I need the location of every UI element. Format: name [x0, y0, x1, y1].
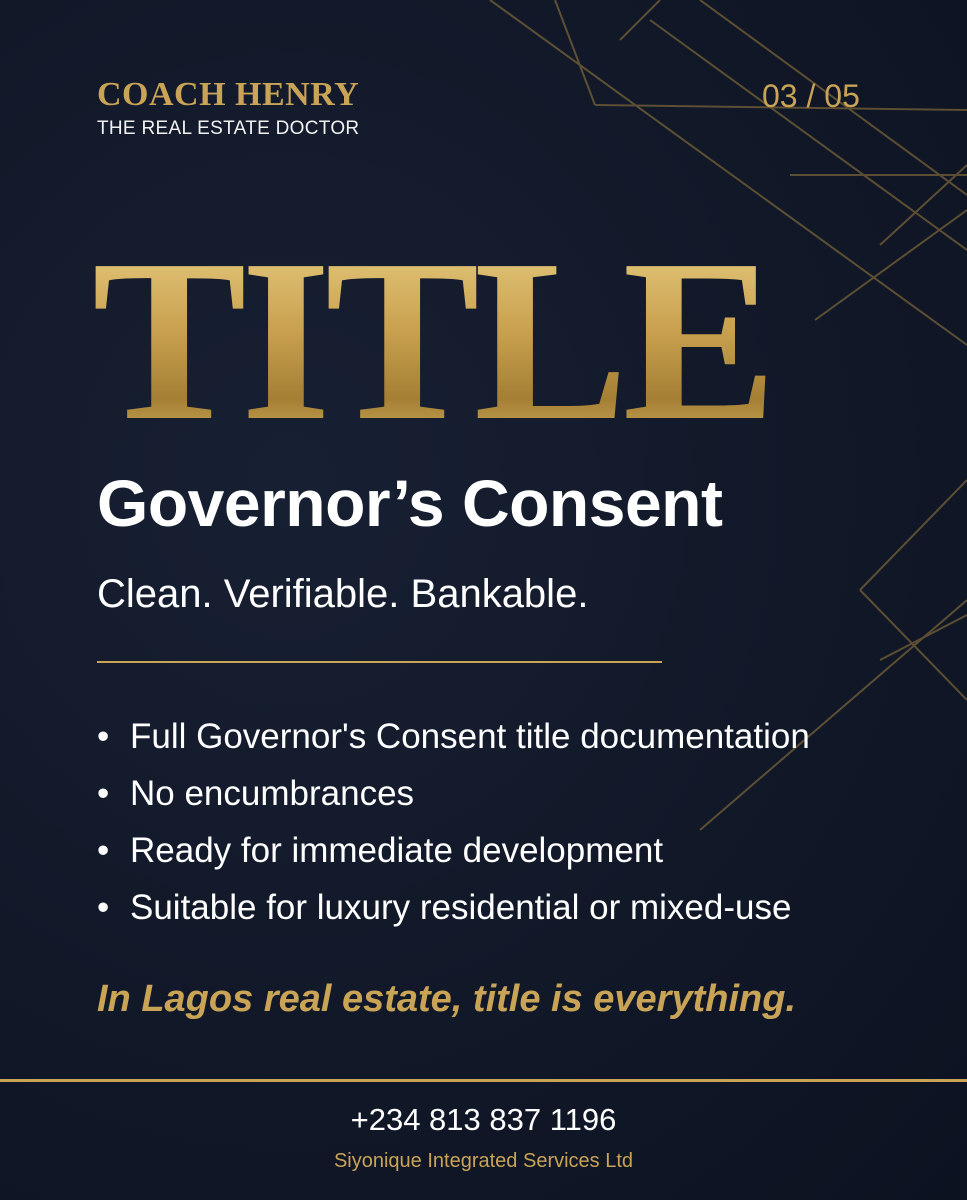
slogan: In Lagos real estate, title is everything. [97, 978, 797, 1020]
page-indicator: 03 / 05 [762, 78, 860, 114]
feature-item [97, 822, 810, 879]
section-divider [97, 661, 662, 663]
bullet-icon: • [97, 831, 110, 870]
brand-name: COACH HENRY [97, 76, 360, 113]
feature-text: No encumbrances [130, 774, 415, 813]
company-name: Siyonique Integrated Services Ltd [333, 1150, 634, 1172]
headline: TITLE [92, 212, 772, 469]
feature-text: Full Governor's Consent title documentation [130, 717, 810, 756]
brand-tagline: THE REAL ESTATE DOCTOR [97, 118, 360, 139]
feature-item [97, 765, 810, 822]
phone-number[interactable]: +234 813 837 1196 [350, 1102, 617, 1137]
feature-list [97, 708, 810, 936]
bullet-icon: • [97, 717, 110, 756]
feature-text: Suitable for luxury residential or mixed-use [130, 888, 792, 927]
feature-item [97, 708, 810, 765]
subtitle: Governor’s Consent [97, 466, 723, 540]
feature-item [97, 879, 810, 936]
bullet-icon: • [97, 774, 110, 813]
tagline: Clean. Verifiable. Bankable. [97, 572, 589, 616]
bullet-icon: • [97, 888, 110, 927]
feature-text: Ready for immediate development [130, 831, 664, 870]
footer-divider [0, 1079, 967, 1082]
